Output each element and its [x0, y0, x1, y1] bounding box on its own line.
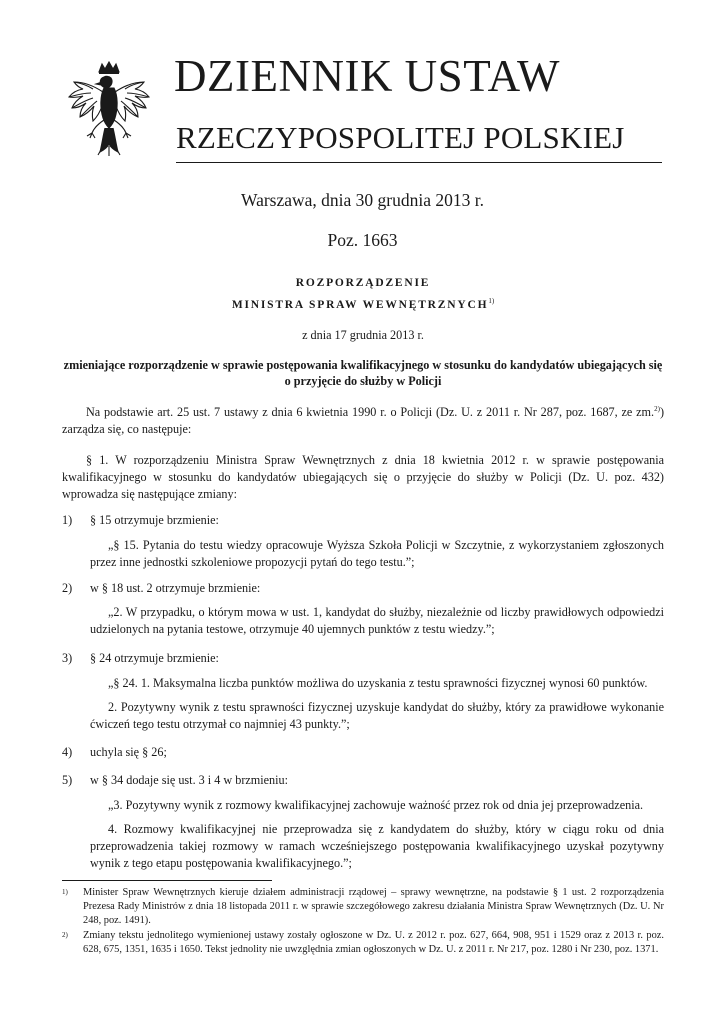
list-item-text: w § 18 ust. 2 otrzymuje brzmienie:: [90, 581, 261, 595]
list-item-number: 5): [62, 773, 73, 787]
footnote-ref-2[interactable]: 2): [654, 405, 660, 413]
preamble-text-end: ) zarządza się, co następuje:: [62, 405, 664, 436]
list-item-text: § 24 otrzymuje brzmienie:: [90, 651, 219, 665]
amendment-quote: 2. Pozytywny wynik z testu sprawności fizycznej uzyskuje kandydat do służby, który za prawidłowe wykonanie ćwiczeń tego testu otrzymał co najmniej 43 punkty.”;: [90, 700, 664, 731]
footnote-mark: 2): [62, 931, 68, 939]
amendment-quote: „§ 24. 1. Maksymalna liczba punktów możliwa do uzyskania z testu sprawności fizycznej wynosi 60 punktów.: [108, 676, 648, 690]
preamble-text: Na podstawie art. 25 ust. 7 ustawy z dnia 6 kwietnia 1990 r. o Policji (Dz. U. z 2011 r. Nr 287, poz. 1687, ze zm.: [86, 405, 655, 419]
preamble: [62, 404, 664, 438]
footnote-text: Minister Spraw Wewnętrznych kieruje działem administracji rządowej – sprawy wewnętrzne, na podstawie § 1 ust. 2 rozporządzenia Prezesa Rady Ministrów z dnia 18 listopada 2011 r. w sprawie szczegółowego zakresu działania Ministra Spraw Wewnętrznych (Dz. U. Nr 248, poz. 1491).: [83, 887, 664, 926]
journal-title: DZIENNIK USTAW: [174, 51, 560, 101]
footnote-1: [62, 886, 664, 928]
white-eagle-emblem-icon: [60, 58, 158, 158]
list-item-number: 3): [62, 651, 73, 665]
list-item-text: uchyla się § 26;: [90, 745, 167, 759]
list-item-number: 4): [62, 745, 73, 759]
list-item-number: 1): [62, 513, 73, 527]
amendment-quote: „3. Pozytywny wynik z rozmowy kwalifikacyjnej zachowuje ważność przez rok od dnia jej przeprowadzenia.: [108, 798, 644, 812]
amendment-quote: „2. W przypadku, o którym mowa w ust. 1, kandydat do służby, niezależnie od liczby prawidłowych odpowiedzi udzielonych na pytania testowe, otrzymuje 40 ujemnych punktów z testu wiedzy.”;: [90, 605, 664, 636]
position-number: Poz. 1663: [327, 230, 398, 250]
list-item-text: § 15 otrzymuje brzmienie:: [90, 513, 219, 527]
act-issuer-name: MINISTRA SPRAW WEWNĘTRZNYCH: [231, 299, 489, 311]
act-subject: zmieniające rozporządzenie w sprawie postępowania kwalifikacyjnego w stosunku do kandydatów ubiegających się o przyjęcie do służby w Policji: [63, 358, 663, 388]
act-issuer: [62, 293, 664, 314]
section-1-intro: § 1. W rozporządzeniu Ministra Spraw Wewnętrznych z dnia 18 kwietnia 2012 r. w sprawie postępowania kwalifikacyjnego w stosunku do kandydatów ubiegających się o przyjęcie do służby w Policji (Dz. U. poz. 432) wprowadza się następujące zmiany:: [62, 453, 664, 501]
amendment-quote: 4. Rozmowy kwalifikacyjnej nie przeprowadza się z kandydatem do służby, który w ciągu roku od dnia przeprowadzenia takiej rozmowy w ramach wcześniejszego postępowania kwalifikacyjnego uzyskał pozytywny wynik z tego etapu postępowania kwalifikacyjnego.”;: [90, 822, 664, 870]
act-date: z dnia 17 grudnia 2013 r.: [302, 328, 424, 342]
footnote-ref-1[interactable]: 1): [488, 297, 495, 305]
publication-date: Warszawa, dnia 30 grudnia 2013 r.: [240, 190, 485, 210]
journal-subtitle: RZECZYPOSPOLITEJ POLSKIEJ: [176, 120, 625, 155]
footnote-2: [62, 929, 664, 957]
footnote-divider: [62, 880, 272, 881]
amendment-quote: „§ 15. Pytania do testu wiedzy opracowuje Wyższa Szkoła Policji w Szczytnie, z wykorzystaniem zgłoszonych przez inne jednostki szkoleniowe propozycji pytań do tego testu.”;: [90, 538, 664, 569]
masthead-divider: [176, 162, 662, 163]
footnote-mark: 1): [62, 888, 68, 896]
footnote-text: Zmiany tekstu jednolitego wymienionej ustawy zostały ogłoszone w Dz. U. z 2012 r. poz. 627, 664, 908, 951 i 1529 oraz z 2013 r. poz. 628, 675, 1351, 1635 i 1650. Tekst jednolity nie uwzględnia zmian ogłoszonych w Dz. U. z 2011 r. Nr 217, poz. 1280 i Nr 230, poz. 1371.: [83, 930, 664, 955]
list-item-text: w § 34 dodaje się ust. 3 i 4 w brzmieniu:: [90, 773, 289, 787]
list-item-number: 2): [62, 581, 73, 595]
act-type: ROZPORZĄDZENIE: [295, 277, 431, 289]
